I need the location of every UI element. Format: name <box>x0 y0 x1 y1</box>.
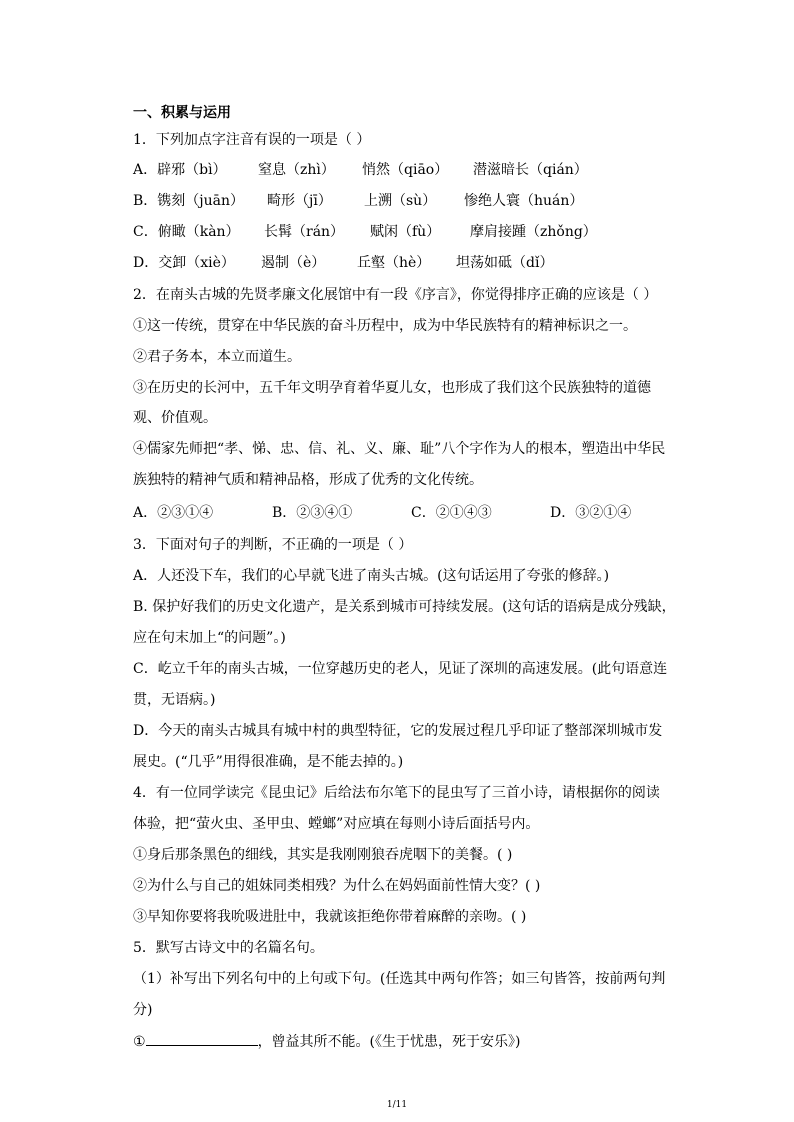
section-title: 一、积累与运用 <box>133 105 231 121</box>
q4-stem-line2: 体验，把“萤火虫、圣甲虫、螳螂”对应填在每则小诗后面括号内。 <box>133 816 540 832</box>
q2-sentence-2: ②君子务本，本立而道生。 <box>133 349 301 365</box>
q1-d-opt3: 丘壑（hè） <box>357 255 431 271</box>
q4-poem-2: ②为什么与自己的姐妹同类相残？为什么在妈妈面前性情大变？( ) <box>133 878 541 894</box>
q3-option-a: A．人还没下车，我们的心早就飞进了南头古城。(这句话运用了夸张的修辞。) <box>133 568 610 584</box>
q3-option-c-line1: C．屹立千年的南头古城，一位穿越历史的老人，见证了深圳的高速发展。(此句语意连 <box>133 661 668 677</box>
q5-item-1-blank[interactable] <box>146 1031 258 1046</box>
q2-option-d: D．③②①④ <box>550 505 632 521</box>
q2-sentence-4a: ④儒家先师把“孝、悌、忠、信、礼、义、廉、耻”八个字作为人的根本，塑造出中华民 <box>133 441 666 457</box>
q5-item-1-text: ，曾益其所不能。(《生于忧患，死于安乐》) <box>257 1034 521 1050</box>
q1-a-opt2: 窒息（zhì） <box>258 162 335 178</box>
q3-option-b-line1: B. 保护好我们的历史文化遗产，是关系到城市可持续发展。(这句话的语病是成分残缺， <box>133 599 676 615</box>
page-number: 1/11 <box>386 1100 408 1110</box>
q2-option-c: C．②①④③ <box>411 505 492 521</box>
q1-a-opt3: 悄然（qiāo） <box>362 162 449 178</box>
q2-sentence-4b: 族独特的精神气质和精神品格，形成了优秀的文化传统。 <box>133 472 483 488</box>
q4-poem-1: ①身后那条黑色的细线，其实是我刚刚狼吞虎咽下的美餐。( ) <box>133 847 513 863</box>
q2-option-b: B．②③④① <box>272 505 353 521</box>
q5-item-1 <box>133 1031 666 1052</box>
q1-a-opt1: A．辟邪（bì） <box>133 162 227 178</box>
q1-b-opt2: 畸形（jī） <box>267 193 332 209</box>
q1-stem: 1．下列加点字注音有误的一项是（ ） <box>133 132 371 148</box>
q3-option-b-line2: 应在句末加上“的问题”。) <box>133 630 286 646</box>
q1-b-opt4: 惨绝人寰（huán） <box>464 193 584 209</box>
q1-c-opt1: C．俯瞰（kàn） <box>133 224 240 240</box>
q5-sub-line1: （1）补写出下列名句中的上句或下句。(任选其中两句作答；如三句皆答，按前两句判 <box>133 971 666 987</box>
q3-option-c-line2: 贯，无语病。) <box>133 692 216 708</box>
q1-b-opt3: 上溯（sù） <box>364 193 437 209</box>
q1-d-opt4: 坦荡如砥（dǐ） <box>456 255 554 271</box>
q2-option-a: A．②③①④ <box>133 505 214 521</box>
q1-a-opt4: 潜滋暗长（qián） <box>473 162 588 178</box>
q3-option-d-line1: D．今天的南头古城具有城中村的典型特征，它的发展过程几乎印证了整部深圳城市发 <box>133 723 663 739</box>
q1-b-opt1: B．镌刻（juān） <box>133 193 245 209</box>
q5-sub-line2: 分) <box>133 1002 153 1018</box>
q3-option-d-line2: 展史。(“几乎”用得很准确，是不能去掉的。) <box>133 754 404 770</box>
q1-d-opt2: 遏制（è） <box>261 255 326 271</box>
q5-item-1-number: ① <box>133 1034 146 1050</box>
q4-stem-line1: 4．有一位同学读完《昆虫记》后给法布尔笔下的昆虫写了三首小诗，请根据你的阅读 <box>133 785 660 801</box>
q2-stem: 2．在南头古城的先贤孝廉文化展馆中有一段《序言》，你觉得排序正确的应该是（ ） <box>133 287 658 303</box>
q2-sentence-1: ①这一传统，贯穿在中华民族的奋斗历程中，成为中华民族特有的精神标识之一。 <box>133 318 637 334</box>
q1-c-opt2: 长髯（rán） <box>264 224 345 240</box>
q2-sentence-3b: 观、价值观。 <box>133 410 217 426</box>
q3-stem: 3．下面对句子的判断，不正确的一项是（ ） <box>133 537 413 553</box>
q1-c-opt4: 摩肩接踵（zhǒng） <box>470 224 597 240</box>
q1-d-opt1: D．交卸（xiè） <box>133 255 235 271</box>
q5-stem: 5．默写古诗文中的名篇名句。 <box>133 940 324 956</box>
q4-poem-3: ③早知你要将我吮吸进肚中，我就该拒绝你带着麻醉的亲吻。( ) <box>133 909 527 925</box>
q1-c-opt3: 赋闲（fù） <box>370 224 441 240</box>
q2-sentence-3a: ③在历史的长河中，五千年文明孕育着华夏儿女，也形成了我们这个民族独特的道德 <box>133 380 651 396</box>
